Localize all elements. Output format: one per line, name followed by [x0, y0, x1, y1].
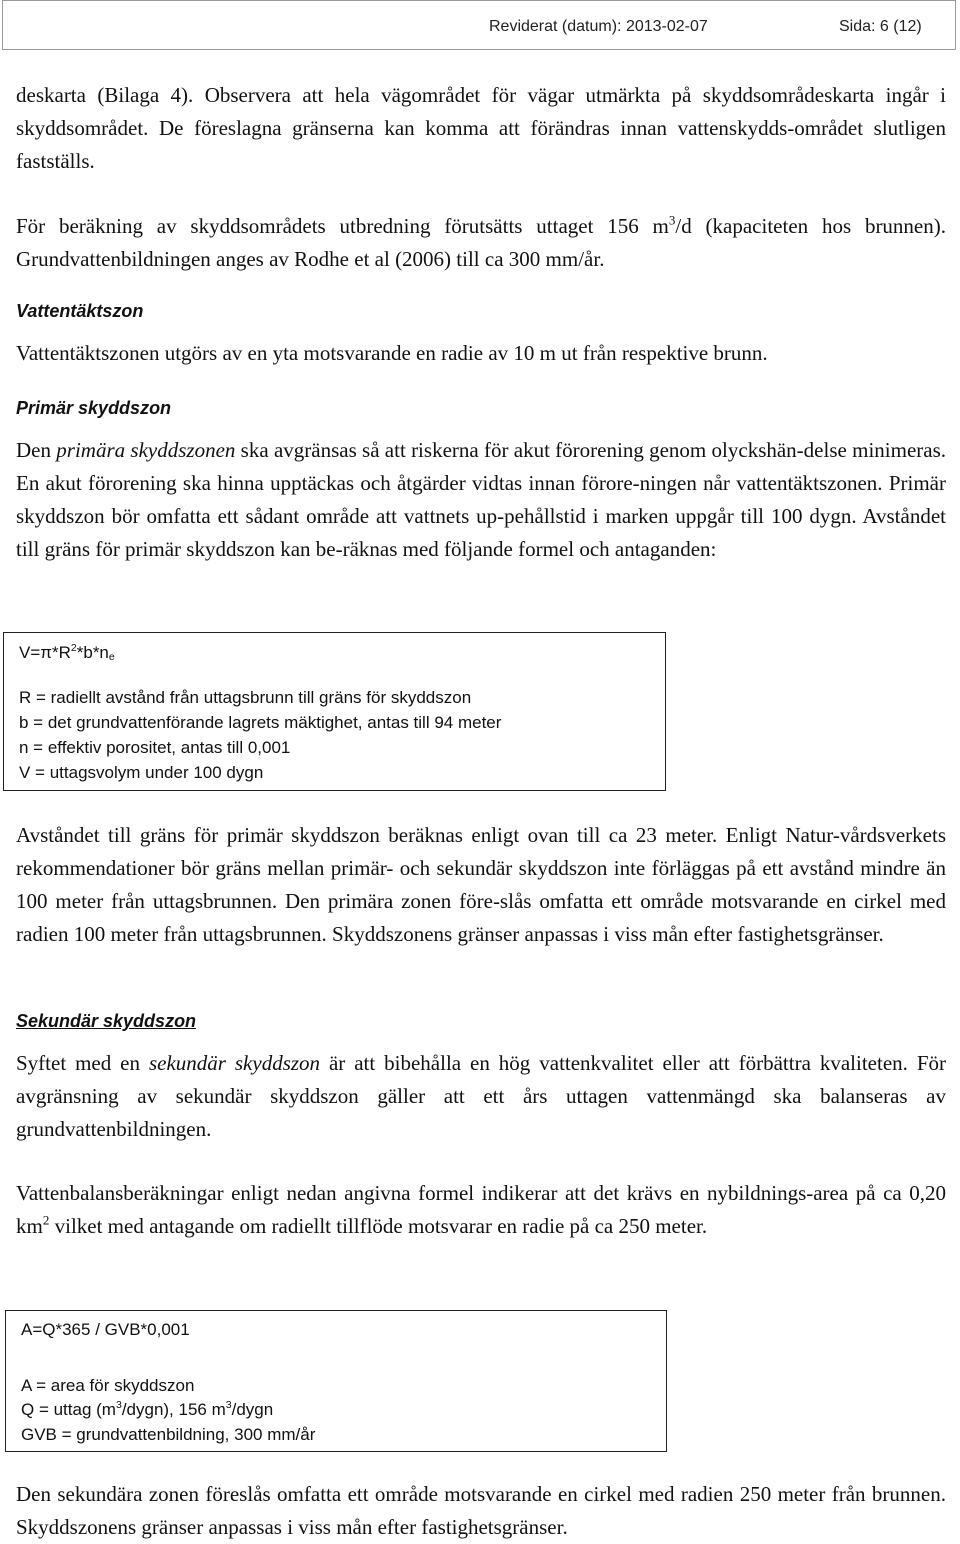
primar-result-paragraph: Avståndet till gräns för primär skyddszon beräknas enligt ovan till ca 23 meter. Enligt Natur-vårdsverkets rekommendationer bör gräns mellan primär- och sekundär skyddszon inte förläggas på ett avstånd mindre än 100 meter från uttagsbrunnen. Den primära zonen före-slås omfatta ett område motsvarande en cirkel med radien 100 meter från uttagsbrunnen. Skyddszonens gränser anpassas i viss mån efter fastighetsgränser. [16, 823, 946, 946]
formula-definition: b = det grundvattenförande lagrets mäktighet, antas till 94 meter [19, 713, 502, 732]
formula-definition: GVB = grundvattenbildning, 300 mm/år [21, 1425, 316, 1444]
page-number: Sida: 6 (12) [839, 18, 922, 35]
formula-definition: Q = uttag $(m^3/dygn)$, 156 $m^3$/dygn [21, 1399, 274, 1419]
heading-vattentaktszon: Vattentäktszon [16, 301, 144, 321]
formula-definition: n = effektiv porositet, antas till 0,001 [19, 738, 291, 757]
sekundar-formula: A=Q*365 / GVB*0,001 [21, 1320, 190, 1339]
vattenbalans-paragraph: Vattenbalansberäkningar enligt nedan angivna formel indikerar att det krävs en nybildnings-area på ca 0,20 $km^2$ vilket med antagande om radiellt tillflöde motsvarar en radie på ca 250 meter. [16, 1181, 946, 1238]
heading-sekundar-skyddszon: Sekundär skyddszon [16, 1011, 197, 1031]
primar-skyddszon-paragraph: Den primära skyddszonen ska avgränsas så att riskerna för akut förorening genom olyckshän-delse minimeras. En akut förorening ska hinna upptäckas och åtgärder vidtas innan förore-ningen når vattentäktszonen. Primär skyddszon bör omfatta ett sådant område att vattnets up-pehållstid i marken uppgår till 100 dygn. Avståndet till gräns för primär skyddszon kan be-räknas med följande formel och antaganden: [16, 438, 946, 561]
formula-definition: A = area för skyddszon [21, 1376, 195, 1395]
primar-formula-box [3, 632, 666, 791]
formula-definition: R = radiellt avstånd från uttagsbrunn till gräns för skyddszon [19, 688, 472, 707]
intro-paragraph: deskarta (Bilaga 4). Observera att hela vägområdet för vägar utmärkta på skyddsområdeskarta ingår i skyddsområdet. De föreslagna gränserna kan komma att förändras innan vattenskydds-området slutligen fastställs. [16, 83, 946, 173]
vattentaktszon-paragraph: Vattentäktszonen utgörs av en yta motsvarande en radie av 10 m ut från respektive brunn. [16, 341, 768, 365]
primar-formula: $V=\pi*R^2*b*n_e$ [19, 642, 115, 664]
calculation-paragraph: För beräkning av skyddsområdets utbredning förutsätts uttaget 156 $m^3/d$ (kapaciteten hos brunnen). Grundvattenbildningen anges av Rodhe et al (2006) till ca 300 mm/år. [16, 212, 946, 271]
sekundar-formula-box [5, 1310, 667, 1452]
revision-date: Reviderat (datum): 2013-02-07 [489, 18, 708, 35]
sekundar-skyddszon-paragraph: Syftet med en sekundär skyddszon är att bibehålla en hög vattenkvalitet eller att förbättra kvaliteten. För avgränsning av sekundär skyddszon gäller att ett års uttagen vattenmängd ska balanseras av grundvattenbildningen. [16, 1051, 947, 1141]
heading-primar-skyddszon: Primär skyddszon [16, 398, 172, 418]
page-header [2, 0, 956, 50]
sekundar-result-paragraph: Den sekundära zonen föreslås omfatta ett område motsvarande en cirkel med radien 250 meter från brunnen. Skyddszonens gränser anpassas i viss mån efter fastighetsgränser. [16, 1482, 946, 1539]
formula-definition: V = uttagsvolym under 100 dygn [19, 763, 264, 782]
